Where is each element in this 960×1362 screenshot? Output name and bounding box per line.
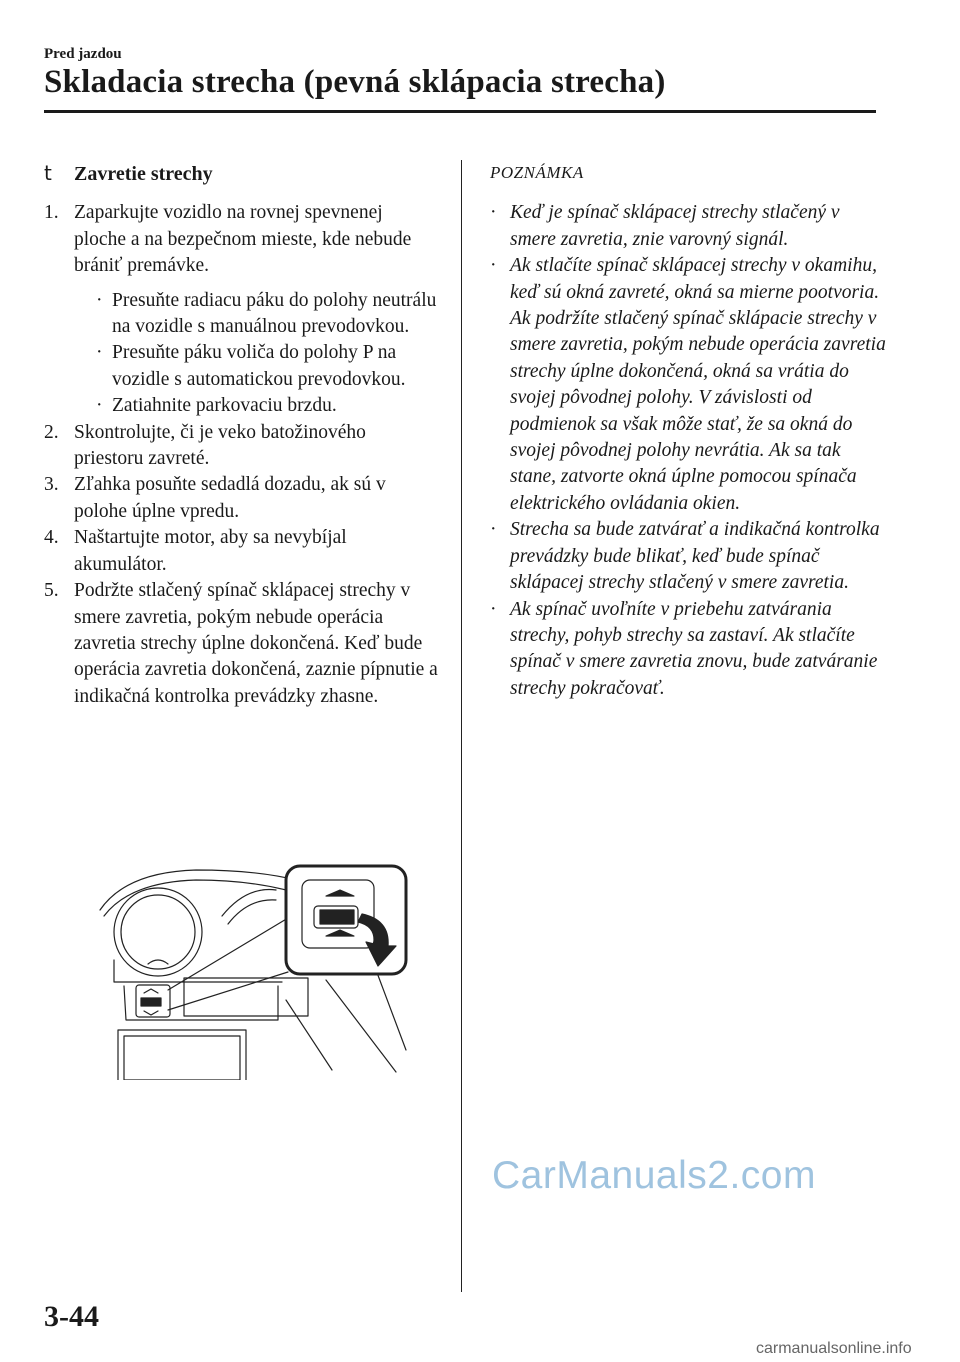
step-number: 3. <box>44 474 59 496</box>
note-text: Strecha sa bude zatvárať a indikačná kontrolka prevádzky bude blikať, keď bude spínač sklápacej strechy stlačený v smere zavretia. <box>510 519 880 594</box>
small-switch-up-arrow-icon <box>144 989 158 993</box>
note-item <box>490 253 890 517</box>
section-marker-icon: t <box>44 161 52 185</box>
note-item <box>490 200 890 253</box>
note-text: Keď je spínač sklápacej strechy stlačený v smere zavretia, znie varovný signál. <box>510 202 840 250</box>
lower-console <box>118 1030 246 1080</box>
step-number: 4. <box>44 527 59 549</box>
bullet-icon: · <box>490 598 497 620</box>
side-panel-line-2 <box>376 970 406 1050</box>
header-rule <box>44 110 876 113</box>
roof-switch-illustration <box>96 860 414 1080</box>
dashboard-inner-outline <box>104 880 286 916</box>
gauge-needle-base <box>148 960 168 964</box>
small-switch-down-arrow-icon <box>144 1011 158 1015</box>
page-number: 3-44 <box>44 1300 99 1333</box>
column-divider <box>461 160 462 1292</box>
step-item <box>44 525 439 578</box>
zoom-line-top <box>168 918 288 990</box>
note-text: Ak stlačíte spínač sklápacej strechy v okamihu, keď sú okná zavreté, okná sa mierne pootvoria. Ak podržíte stlačený spínač sklápacie strechy v smere zavretia, pokým nebude operácia zavretia strechy úplne dokončená, okná sa vrátia do svojej pôvodnej polohy. V závislosti od podmienok sa však môže stať, že sa okná do svojej pôvodnej polohy nevrátia. Ak sa tak stane, zatvorte okná úplne pomocou spínača elektrického ovládania okien. <box>510 255 886 514</box>
sub-bullet <box>96 288 439 341</box>
right-gauge-inner <box>228 900 276 924</box>
left-gauge-inner <box>121 895 195 969</box>
left-gauge <box>114 888 202 976</box>
step-item <box>44 200 439 279</box>
step-number: 5. <box>44 580 59 602</box>
site-link[interactable]: carmanualsonline.info <box>756 1340 912 1357</box>
sub-bullet-text: Presuňte páku voliča do polohy P na vozidle s automatickou prevodovkou. <box>112 342 406 390</box>
section-heading <box>44 160 439 187</box>
watermark: CarManuals2.com <box>492 1154 816 1197</box>
left-column <box>44 160 439 710</box>
right-gauge <box>222 890 276 916</box>
zoom-switch-button <box>320 910 354 924</box>
header-section: Pred jazdou <box>44 46 122 62</box>
note-item <box>490 517 890 596</box>
bullet-icon: · <box>490 202 497 224</box>
step-text: Zľahka posuňte sedadlá dozadu, ak sú v polohe úplne vpredu. <box>74 474 386 522</box>
sub-bullet <box>96 393 439 419</box>
bullet-icon: · <box>96 289 103 311</box>
note-text: Ak spínač uvoľníte v priebehu zatvárania strechy, pohyb strechy sa zastaví. Ak stlačíte spínač v smere zavretia znovu, bude zatváranie strechy pokračovať. <box>510 598 878 699</box>
side-panel-line-3 <box>286 1000 332 1070</box>
step-item <box>44 420 439 473</box>
console-panel <box>184 978 308 1016</box>
bullet-icon: · <box>96 342 103 364</box>
step-text: Podržte stlačený spínač sklápacej strechy v smere zavretia, pokým nebude operácia zavretia strechy úplne dokončená. Keď bude operácia zavretia dokončená, zaznie pípnutie a indikačná kontrolka prevádzky zhasne. <box>74 580 438 707</box>
step-text: Skontrolujte, či je veko batožinového priestoru zavreté. <box>74 421 366 470</box>
step-text: Zaparkujte vozidlo na rovnej spevnenej ploche a na bezpečnom mieste, kde nebude brániť premávke. <box>74 202 412 277</box>
right-column <box>490 160 890 702</box>
sub-bullet <box>96 340 439 393</box>
page-title: Skladacia strecha (pevná sklápacia strecha) <box>44 64 666 100</box>
step-text: Naštartujte motor, aby sa nevybíjal akumulátor. <box>74 527 347 575</box>
step-number: 1. <box>44 202 59 224</box>
step-item <box>44 578 439 710</box>
note-title: POZNÁMKA <box>490 163 584 182</box>
bullet-icon: · <box>96 395 103 417</box>
step-item <box>44 472 439 525</box>
section-heading-text: Zavretie strechy <box>74 163 213 185</box>
bullet-icon: · <box>490 519 497 541</box>
lower-console-pocket <box>124 1036 240 1080</box>
bullet-icon: · <box>490 255 497 277</box>
small-switch <box>141 998 161 1006</box>
sub-bullet-text: Presuňte radiacu páku do polohy neutrálu na vozidle s manuálnou prevodovkou. <box>112 289 437 338</box>
note-item <box>490 597 890 703</box>
step-number: 2. <box>44 421 59 443</box>
sub-bullet-text: Zatiahnite parkovaciu brzdu. <box>112 395 337 417</box>
